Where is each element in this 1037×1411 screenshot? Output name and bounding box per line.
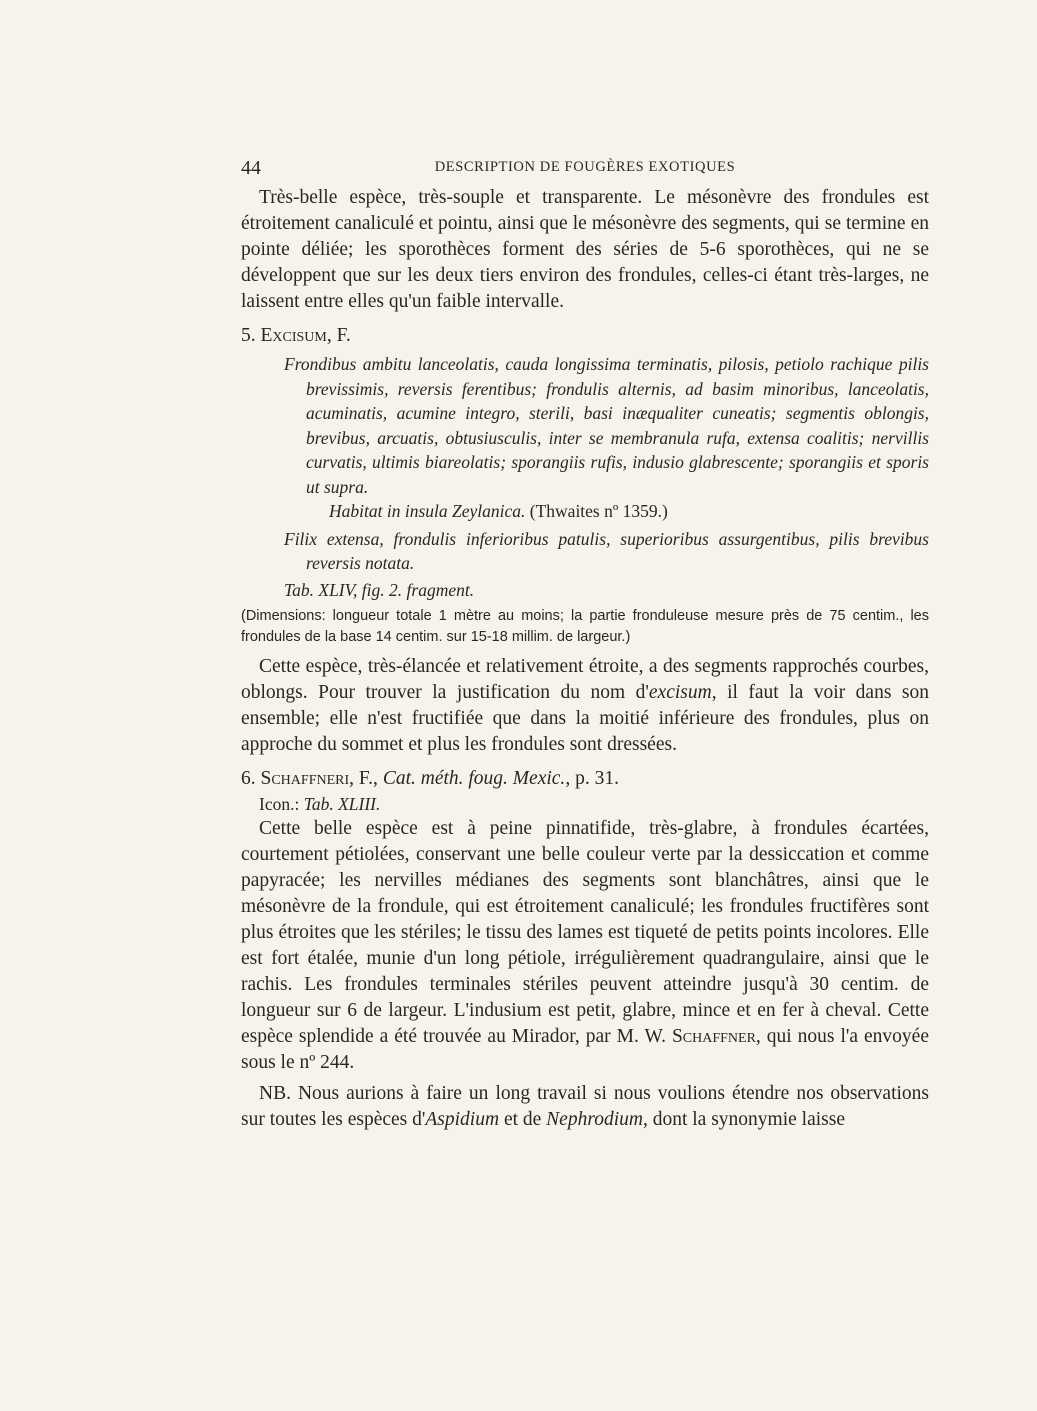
species-6-heading [241,766,929,792]
icon-plate: Tab. XLIII. [303,794,381,814]
icon-label: Icon.: [259,794,304,814]
running-title: DESCRIPTION DE FOUGÈRES EXOTIQUES [434,159,736,175]
paragraph-text: , dont la synonymie laisse [642,1109,845,1130]
genus-nephrodium: Nephrodium [546,1109,643,1130]
collector-ref: (Thwaites nº 1359.) [529,501,668,521]
excisum-italic: excisum [648,682,712,703]
nb-paragraph [241,1081,929,1133]
filix-description: Filix extensa, frondulis inferioribus patulis, superioribus assurgentibus, pilis brevibus reversis notata. [284,528,929,573]
paragraph-text: NB. Nous aurions à faire un long travail si nous voulions étendre nos observations sur toutes les espèces d' [241,1083,929,1130]
intro-paragraph: Très-belle espèce, très-souple et transparente. Le mésonèvre des frondules est étroitement canaliculé et pointu, ainsi que le mésonèvre des segments, qui se termine en pointe déliée; les sporothèces forment des séries de 5-6 sporothèces, qui ne se développent que sur les deux tiers environ des frondules, celles-ci étant très-larges, ne laissent entre elles qu'un faible intervalle. [241,187,929,312]
habitat-text: Habitat in insula Zeylanica. [329,501,526,521]
paragraph-text: Cette belle espèce est à peine pinnatifide, très-glabre, à frondules écartées, courtement pétiolées, conservant une belle couleur verte par la dessiccation et comme papyracée; les nervilles médianes des segments sont blanchâtres, ainsi que le mésonèvre de la frondule, qui est étroitement canaliculé; les frondules fructifères sont plus étroites que les stériles; le tissu des lames est tiqueté de petits points incolores. Elle est fort étalée, munie d'un long pétiole, irrégulièrement quadrangulaire, ainsi que le rachis. Les frondules terminales stériles peuvent atteindre jusqu'à 30 centim. de longueur sur 6 de largeur. L'indusium est petit, glabre, mince et en fer à cheval. Cette espèce splendide a été trouvée au Mirador, par M. W. [241,818,929,1047]
catalog-page: , p. 31. [565,768,619,789]
species-5-paragraph [241,654,929,758]
paragraph-text: Cette espèce, très-élancée et relativement étroite, a des segments rapprochés courbes, oblongs. Pour trouver la justification du nom d' [241,656,929,703]
collector-name: Schaffner [671,1026,756,1047]
species-name: Schaffneri [260,768,350,789]
icon-reference [241,792,929,816]
species-author: , F., [349,768,383,789]
latin-description: Frondibus ambitu lanceolatis, cauda longissima terminatis, pilosis, petiolo rachique pilis brevissimis, reversis ferentibus; frondulis alternis, ad basim minoribus, lanceolatis, acuminatis, acumine integro, sterili, basi inæqualiter cuneatis; segmentis oblongis, brevibus, arcuatis, obtusiusculis, inter se membranula rufa, extensa coalitis; nervillis curvatis, ultimis biareolatis; sporangiis rufis, indusio glabrescente; sporangiis et sporis ut supra. [284,354,929,497]
species-number: 6. [241,768,256,789]
dimensions-note: (Dimensions: longueur totale 1 mètre au moins; la partie fronduleuse mesure près de 75 centim., les frondules de la base 14 centim. sur 15-18 millim. de largeur.) [241,608,929,645]
plate-reference: Tab. XLIV, fig. 2. fragment. [284,579,475,600]
species-author: , F. [326,325,351,346]
species-name: Excisum [260,325,327,346]
species-6-paragraph [241,816,929,1076]
species-number: 5. [241,325,256,346]
genus-aspidium: Aspidium [425,1109,500,1130]
page-header [241,157,929,181]
page-number: 44 [241,157,261,179]
paragraph-text: , il faut la voir dans son ensemble; elle n'est fructifiée que dans la moitié inférieure des frondules, plus on approche du sommet et plus les frondules sont dressées. [241,682,930,755]
page-body [241,185,929,1133]
paragraph-text: et de [499,1109,547,1130]
species-5-heading [241,323,929,349]
habitat-line [241,499,929,524]
catalog-reference: Cat. méth. foug. Mexic. [382,768,566,789]
paragraph-text: , qui nous l'a envoyée sous le nº 244. [241,1026,929,1073]
